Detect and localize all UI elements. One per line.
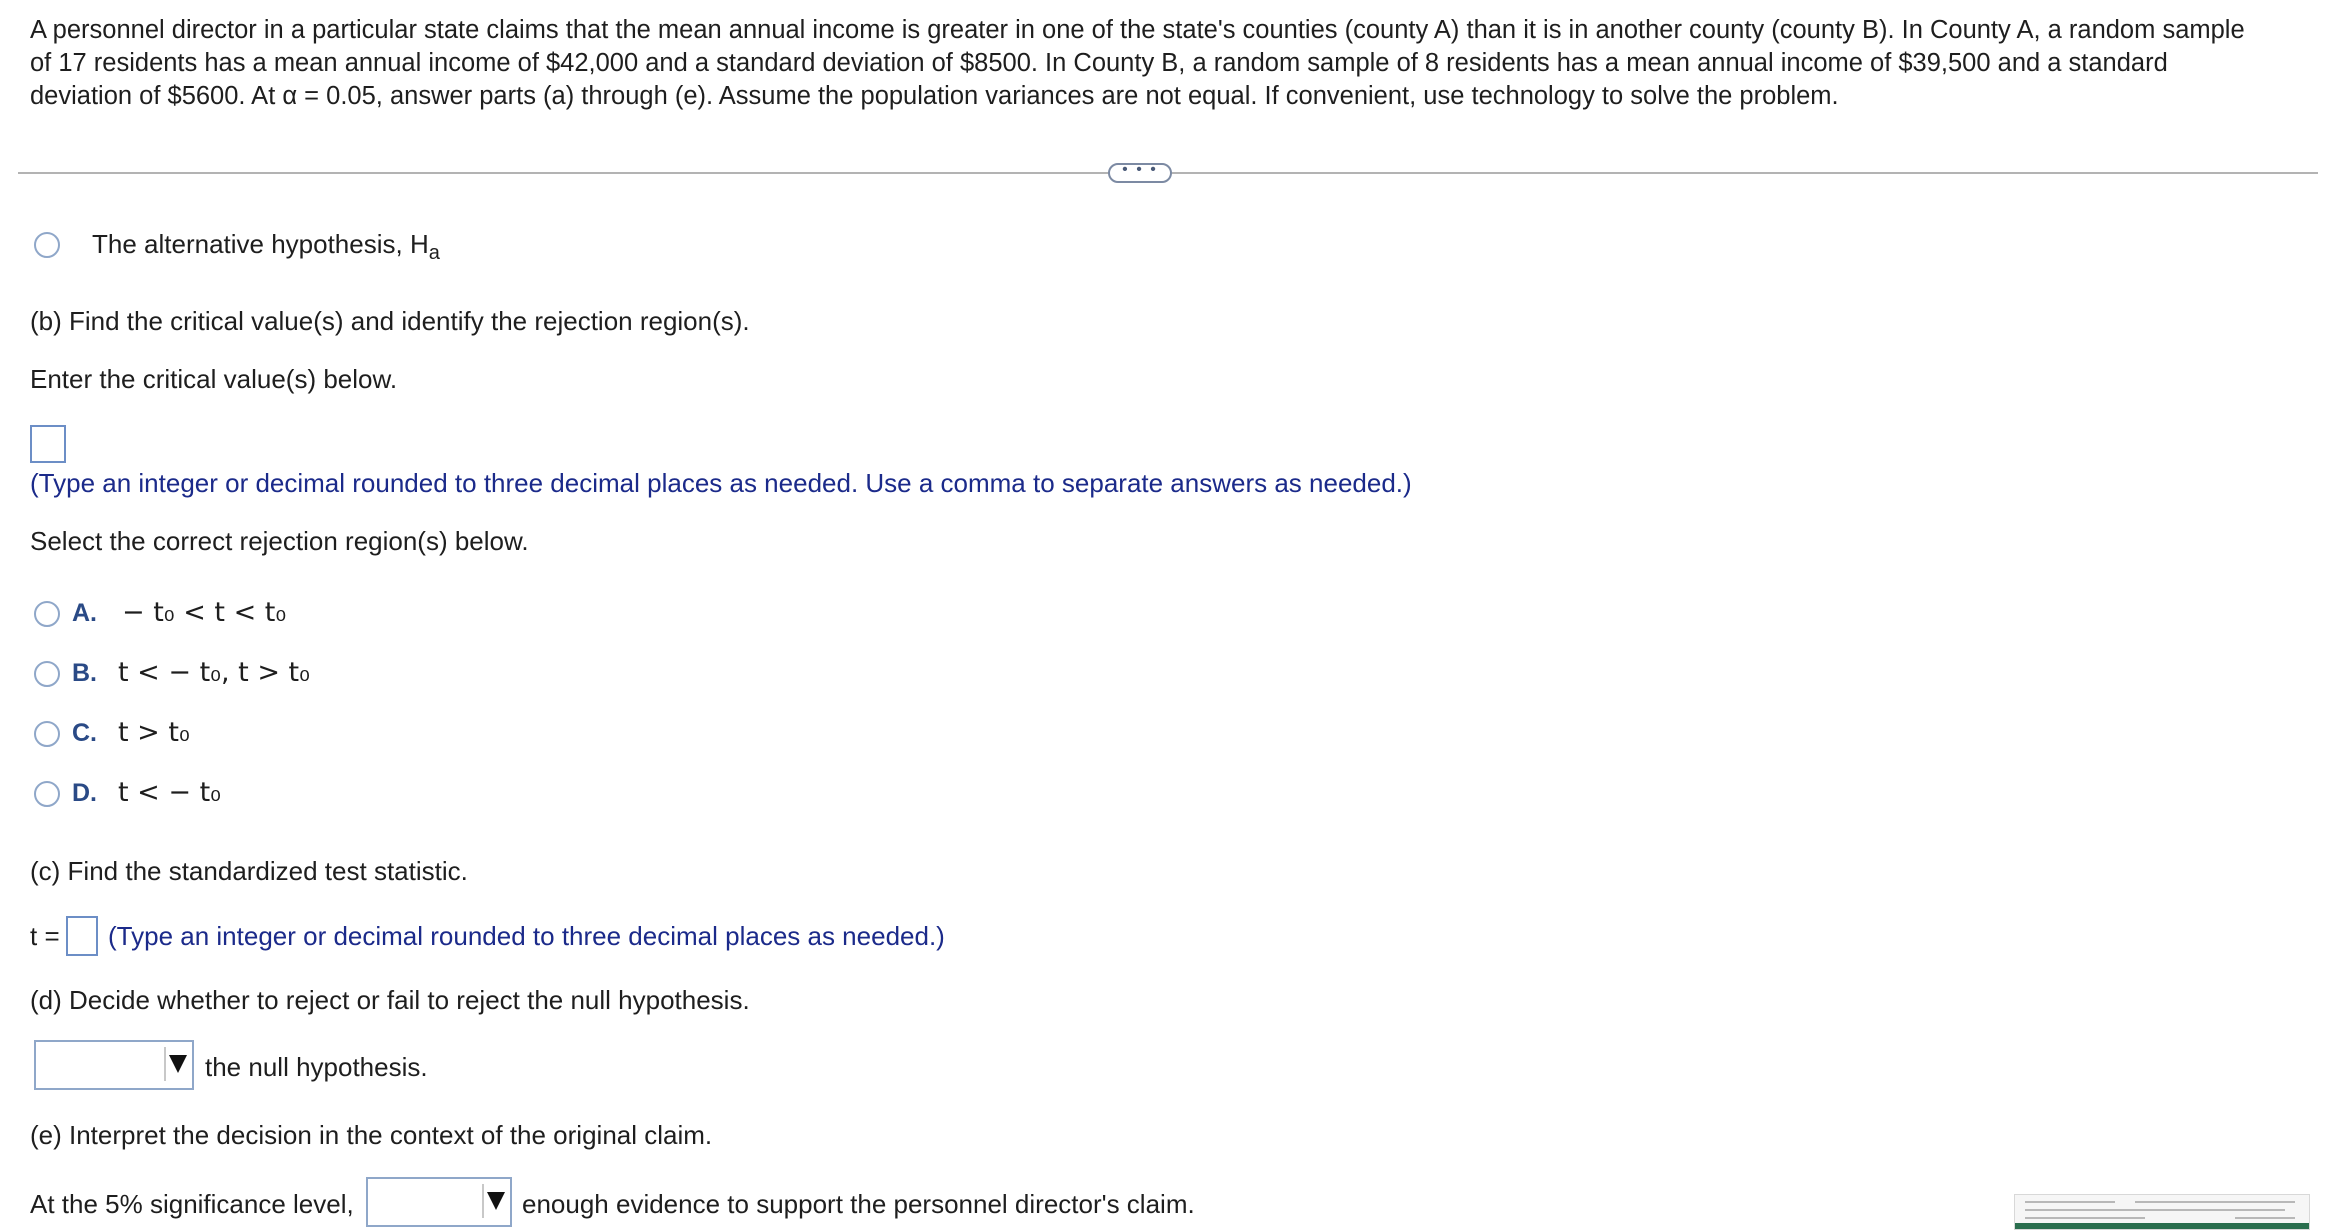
dropdown-arrow-box: [164, 1047, 188, 1081]
part-d-heading: (d) Decide whether to reject or fail to reject the null hypothesis.: [30, 985, 750, 1015]
part-b-heading: (b) Find the critical value(s) and identify the rejection region(s).: [30, 306, 750, 336]
radio-option-d[interactable]: [34, 781, 60, 807]
thumb-line: [2235, 1217, 2295, 1219]
part-e-heading: (e) Interpret the decision in the context of the original claim.: [30, 1120, 713, 1150]
thumb-line: [2025, 1217, 2145, 1219]
test-statistic-input[interactable]: [66, 916, 98, 956]
option-a-letter: A.: [72, 599, 97, 627]
option-d-letter: D.: [72, 779, 97, 807]
dropdown-arrow-box: [482, 1184, 506, 1218]
radio-alternative-hypothesis[interactable]: [34, 232, 60, 258]
part-e-prefix: At the 5% significance level,: [30, 1189, 354, 1219]
option-d-math: t < − t₀: [118, 777, 221, 808]
alt-hypothesis-subscript: a: [428, 242, 440, 265]
thumb-line: [2135, 1201, 2295, 1203]
problem-line-1: A personnel director in a particular state claims that the mean annual income is greater in one of the state's counties (county A) than it is in another county (county B). In County A, a random sample: [30, 16, 2245, 44]
chevron-down-icon: [487, 1192, 505, 1210]
option-b-math: t < − t₀, t > t₀: [118, 657, 310, 688]
radio-option-c[interactable]: [34, 721, 60, 747]
part-e-suffix: enough evidence to support the personnel director's claim.: [522, 1189, 1195, 1219]
browser-thumbnail: [2014, 1194, 2310, 1230]
t-equals-label: t =: [30, 921, 60, 951]
part-d-suffix: the null hypothesis.: [205, 1052, 428, 1082]
critical-value-input[interactable]: [30, 425, 66, 463]
thumb-line: [2025, 1209, 2285, 1211]
radio-option-a[interactable]: [34, 601, 60, 627]
thumb-line: [2025, 1201, 2115, 1203]
option-b-letter: B.: [72, 659, 97, 687]
part-b-select-prompt: Select the correct rejection region(s) below.: [30, 526, 529, 556]
part-c-hint: (Type an integer or decimal rounded to three decimal places as needed.): [108, 921, 945, 951]
part-b-hint: (Type an integer or decimal rounded to three decimal places as needed. Use a comma to separate answers as needed.): [30, 468, 1412, 498]
part-b-enter-prompt: Enter the critical value(s) below.: [30, 364, 398, 394]
option-a-math: − t₀ < t < t₀: [122, 597, 287, 628]
problem-statement: [30, 14, 2300, 113]
problem-line-3: deviation of $5600. At α = 0.05, answer parts (a) through (e). Assume the population variances are not equal. If convenient, use technology to solve the problem.: [30, 82, 1839, 110]
radio-option-b[interactable]: [34, 661, 60, 687]
reject-decision-dropdown[interactable]: [34, 1040, 194, 1090]
expand-more-button[interactable]: • • •: [1108, 163, 1172, 183]
problem-line-2: of 17 residents has a mean annual income of $42,000 and a standard deviation of $8500. In County B, a random sample of 8 residents has a mean annual income of $39,500 and a standard: [30, 49, 2168, 77]
alt-hypothesis-label: The alternative hypothesis, $H_a$: [92, 229, 440, 265]
chevron-down-icon: [169, 1055, 187, 1073]
option-c-letter: C.: [72, 719, 97, 747]
option-c-math: t > t₀: [118, 717, 190, 748]
evidence-dropdown[interactable]: [366, 1177, 512, 1227]
part-c-heading: (c) Find the standardized test statistic.: [30, 856, 468, 886]
thumb-green-bar: [2015, 1223, 2309, 1229]
